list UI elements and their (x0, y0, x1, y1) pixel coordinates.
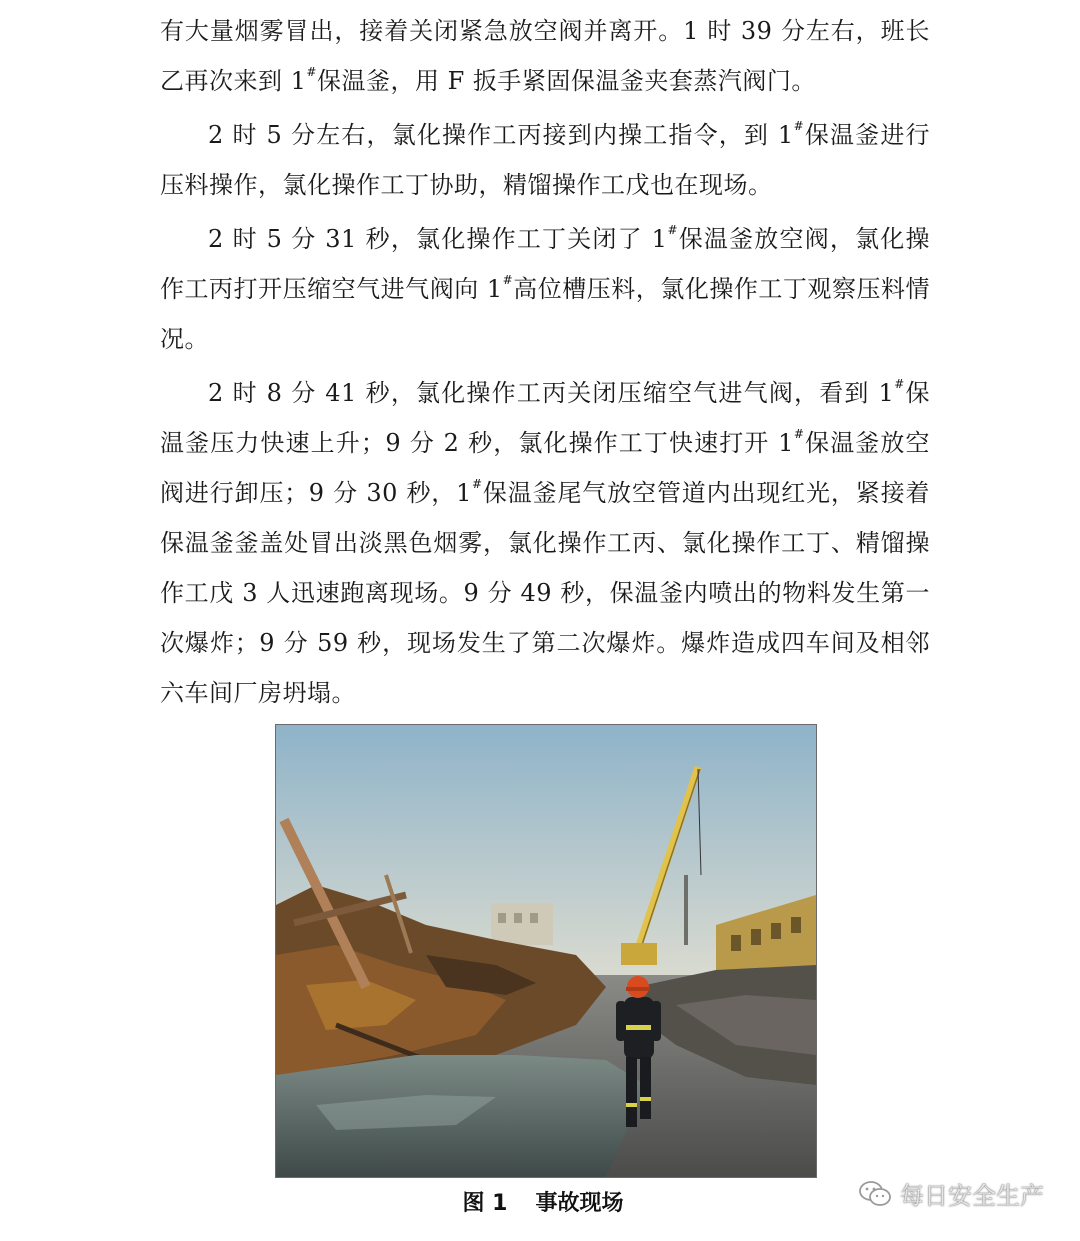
chimney (684, 875, 688, 945)
watermark (858, 1176, 1044, 1211)
paragraph-4: 2 时 8 分 41 秒，氯化操作工丙关闭压缩空气进气阀，看到 1#保温釜压力快速上升；9 分 2 秒，氯化操作工丁快速打开 1#保温釜放空阀进行卸压；9 分 30 秒，1#保温釜尾气放空管道内出现红光，紧接着保温釜釜盖处冒出淡黑色烟雾，氯化操作工丙、氯化操作工丁、精馏操作工戊 3 人迅速跑离现场。9 分 49 秒，保温釜内喷出的物料发生第一次爆炸；9 分 59 秒，现场发生了第二次爆炸。爆炸造成四车间及相邻六车间厂房坍塌。 (160, 377, 931, 707)
watermark-text: 每日安全生产 (900, 1182, 1044, 1210)
crane-base (621, 943, 657, 965)
hash-mark: # (471, 477, 483, 491)
hash-mark: # (306, 65, 317, 79)
hash-mark: # (502, 273, 514, 287)
hash-mark: # (894, 377, 905, 391)
hash-mark: # (667, 223, 678, 237)
figure-title: 事故现场 (535, 1191, 624, 1216)
wechat-icon (858, 1179, 892, 1209)
accident-scene-photo (275, 724, 817, 1178)
figure-number: 图 1 (462, 1191, 508, 1216)
document-body (160, 6, 930, 722)
paragraph-2: 2 时 5 分左右，氯化操作工丙接到内操工指令，到 1#保温釜进行压料操作，氯化操作工丁协助，精馏操作工戊也在现场。 (160, 119, 930, 199)
paragraph-1: 有大量烟雾冒出，接着关闭紧急放空阀并离开。1 时 39 分左右，班长乙再次来到 1#保温釜，用 F 扳手紧固保温釜夹套蒸汽阀门。 (160, 17, 930, 95)
paragraph-3: 2 时 5 分 31 秒，氯化操作工丁关闭了 1#保温釜放空阀，氯化操作工丙打开压缩空气进气阀向 1#高位槽压料，氯化操作工丁观察压料情况。 (160, 223, 931, 353)
hash-mark: # (793, 119, 805, 133)
distant-building (491, 903, 553, 945)
hash-mark: # (793, 427, 805, 441)
